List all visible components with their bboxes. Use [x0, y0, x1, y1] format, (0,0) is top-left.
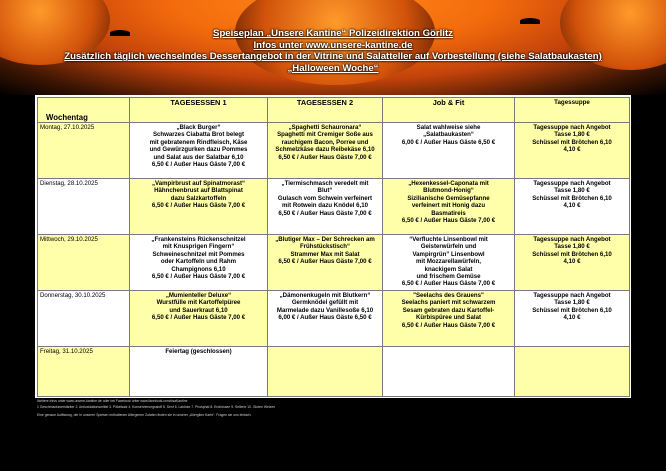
cell-line: Schüssel mit Brötchen 6,10	[532, 138, 612, 146]
menu-table	[37, 97, 630, 397]
day-cell: Freitag, 31.10.2025	[38, 347, 130, 397]
cell-line: und Salat aus der Salatbar 6,10	[153, 153, 244, 161]
cell-line: Sizilianische Gemüsepfanne	[407, 194, 490, 202]
footer-allergen-codes: 1 Geschmacksverstärker 2. Antioxidationsmittel 3. Pökelsalz 4. Konservierungsstoff 5. Senf 6. Laktose 7. Phosphat 8. Erdnüssen 9. Sellerie 10. Gluten Weizen	[37, 404, 276, 409]
cell-line: 6,50 € / Außer Haus Gäste 7,00 €	[401, 280, 496, 288]
dish1-cell	[130, 291, 268, 347]
cell-line: Kürbispüree und Salat	[415, 314, 481, 322]
cell-line: Tasse 1,80 €	[554, 131, 590, 139]
soup-cell	[515, 235, 630, 291]
cell-line: 6,50 € / Außer Haus Gäste 7,00 €	[278, 153, 372, 161]
cell-line: „Blutiger Max – Der Schrecken am	[275, 236, 375, 243]
dish2-cell	[268, 179, 383, 235]
cell-line: „Spaghetti Schauronara“	[288, 124, 362, 131]
dish2-cell	[268, 123, 383, 179]
table-row	[38, 291, 630, 347]
cell-line: 6,50 € / Außer Haus Gäste 7,00 €	[151, 273, 246, 281]
cell-line: „Black Burger“	[176, 124, 221, 131]
cell-line: Sesam gebraten dazu Kartoffel-	[402, 306, 495, 314]
cell-line: Schweineschnitzel mit Pommes	[152, 250, 245, 258]
header-fit: Job & Fit	[383, 98, 515, 123]
cell-line: Schwarzes Ciabatta Brot belegt	[152, 131, 245, 139]
cell-line: Spaghetti mit Cremiger Soße aus	[277, 131, 373, 139]
cell-line: Champignons 6,10	[171, 265, 226, 273]
cell-line: und Gewürzgurken dazu Pommes	[149, 146, 248, 154]
cell-line: Schüssel mit Brötchen 6,10	[532, 250, 612, 258]
dish2-cell	[268, 235, 383, 291]
cell-line: Feiertag (geschlossen)	[165, 348, 232, 355]
header-dish2: TAGESESSEN 2	[268, 98, 383, 123]
table-header-row	[38, 98, 630, 123]
fit-cell	[383, 347, 515, 397]
cell-line: Strammer Max mit Salat	[290, 250, 360, 258]
dish1-cell	[130, 235, 268, 291]
cell-line: 4,10 €	[563, 258, 581, 266]
cell-line: verfeinert mit Honig dazu	[411, 202, 486, 210]
title-line: Speiseplan „Unsere Kantine“ Polizeidirektion Görlitz	[213, 28, 453, 39]
footer-info: Weitere Infos unter www.unsere-kantine.de oder bei Facebook unter www.facebook.com/dsaKantine	[37, 399, 188, 403]
cell-line: „Mumienteller Deluxe“	[165, 292, 232, 299]
day-cell: Donnerstag, 30.10.2025	[38, 291, 130, 347]
cell-line: 6,50 € / Außer Haus Gäste 7,00 €	[401, 321, 496, 329]
cell-line: Schüssel mit Brötchen 6,10	[532, 194, 612, 202]
cell-line: Gulasch vom Schwein verfeinert	[277, 194, 373, 202]
title-line: Infos unter www.unsere-kantine.de	[253, 39, 413, 51]
table-row	[38, 347, 630, 397]
cell-line: und frischem Gemüse	[416, 273, 481, 281]
cell-line: Hähnchenbrust auf Blattspinat	[154, 187, 243, 195]
footer-allergen-note: Eine genaue Auflistung, der in unseren Speisen enthaltenen Allergenen Zutaten finden sie in unserer „Allergiker Karte“. Fragen sie uns einfach.	[37, 413, 252, 418]
cell-line: 6,50 € / Außer Haus Gäste 7,00 €	[401, 217, 496, 225]
table-row	[38, 179, 630, 235]
cell-line: Tagessuppe nach Angebot	[533, 236, 611, 243]
cell-line: "Seelachs des Grauens"	[413, 292, 484, 299]
cell-line: Schüssel mit Brötchen 6,10	[532, 306, 612, 314]
cell-line: mit Rotwein dazu Knödel 6,10	[282, 202, 368, 210]
cell-line: Seelachs paniert mit schwarzem	[401, 299, 496, 307]
day-cell: Montag, 27.10.2025	[38, 123, 130, 179]
cell-line: 6,00 € / Außer Haus Gäste 6,50 €	[401, 138, 496, 146]
soup-cell	[515, 291, 630, 347]
fit-cell	[383, 291, 515, 347]
cell-line: dazu Salzkartoffeln	[170, 194, 227, 202]
table-row	[38, 235, 630, 291]
cell-line: rauchigem Bacon, Porree und	[281, 138, 369, 146]
cell-line: Tagessuppe nach Angebot	[533, 292, 611, 299]
cell-line: „Hexenkessel-Caponata mit	[408, 180, 489, 187]
cell-line: Tasse 1,80 €	[554, 187, 590, 195]
cell-line: mit Mozzarellawürfeln,	[415, 258, 481, 266]
cell-line: Salat wahlweise siehe	[416, 124, 481, 131]
day-cell: Mittwoch, 29.10.2025	[38, 235, 130, 291]
title-line: „Halloween Woche“	[287, 62, 379, 74]
bat-image	[520, 18, 540, 24]
cell-line: 6,00 € / Außer Haus Gäste 6,50 €	[278, 314, 372, 322]
header-soup: Tagessuppe	[515, 98, 630, 123]
cell-line: 6,50 € / Außer Haus Gäste 7,00 €	[278, 258, 372, 266]
cell-line: 6,50 € / Außer Haus Gäste 7,00 €	[151, 161, 246, 169]
dish1-cell	[130, 179, 268, 235]
title-line: Zusätzlich täglich wechselndes Dessertangebot in der Vitrine und Salatteller auf Vorbestellung (siehe Salatbaukasten)	[64, 51, 602, 63]
cell-line: Geisterwürfeln und	[420, 243, 477, 251]
cell-line: „Dämonenkugeln mit Blutkern“	[279, 292, 371, 299]
header-weekday: Wochentag	[38, 98, 130, 123]
cell-line: Germknödel gefüllt mit	[291, 299, 359, 307]
page-title	[0, 28, 666, 74]
cell-line: Tagessuppe nach Angebot	[533, 180, 611, 187]
cell-line: 4,10 €	[563, 202, 581, 210]
cell-line: Basmatireis	[431, 209, 466, 217]
cell-line: 6,50 € / Außer Haus Gäste 7,00 €	[151, 314, 246, 322]
cell-line: „Salatbaukasten“	[423, 131, 474, 139]
day-cell: Dienstag, 28.10.2025	[38, 179, 130, 235]
cell-line: Wurstfülle mit Kartoffelpüree	[156, 299, 241, 307]
fit-cell	[383, 235, 515, 291]
fit-cell	[383, 123, 515, 179]
menu-frame	[35, 95, 631, 398]
dish1-cell	[130, 347, 268, 397]
cell-line: Blut“	[317, 187, 333, 195]
cell-line: knackigem Salat	[424, 265, 473, 273]
soup-cell	[515, 123, 630, 179]
cell-line: Frühstückstisch“	[299, 243, 351, 251]
cell-line: „Tiermischmasch veredelt mit	[281, 180, 369, 187]
cell-line: Tagessuppe nach Angebot	[533, 124, 611, 131]
cell-line: 6,50 € / Außer Haus Gäste 7,00 €	[151, 202, 246, 210]
dish2-cell	[268, 291, 383, 347]
cell-line: 4,10 €	[563, 146, 581, 154]
soup-cell	[515, 347, 630, 397]
table-row	[38, 123, 630, 179]
cell-line: Vampirgrün” Linsenbowl	[412, 250, 485, 258]
cell-line: mit Knusprigen Fingern“	[162, 243, 235, 251]
fit-cell	[383, 179, 515, 235]
dish2-cell	[268, 347, 383, 397]
header-dish1: TAGESESSEN 1	[130, 98, 268, 123]
cell-line: Marmelade dazu Vanillesoße 6,10	[276, 306, 374, 314]
cell-line: Blutmond-Honig“	[423, 187, 474, 195]
cell-line: „Vampirbrust auf Spinatmorast“	[151, 180, 246, 187]
footer	[37, 399, 637, 419]
cell-line: mit gebratenem Rindfleisch, Käse	[149, 138, 248, 146]
cell-line: oder Kartoffeln und Rahm	[160, 258, 237, 266]
cell-line: 6,50 € / Außer Haus Gäste 7,00 €	[278, 209, 372, 217]
cell-line: Tasse 1,80 €	[554, 299, 590, 307]
cell-line: Schmelzkäse dazu Reibekäse 6,10	[275, 146, 375, 154]
cell-line: 4,10 €	[563, 314, 581, 322]
dish1-cell	[130, 123, 268, 179]
cell-line: „Frankensteins Rückenschnitzel	[151, 236, 246, 243]
cell-line: Tasse 1,80 €	[554, 243, 590, 251]
cell-line: “Verfluchte Linsenbowl mit	[409, 236, 488, 243]
cell-line: und Sauerkraut 6,10	[169, 306, 228, 314]
soup-cell	[515, 179, 630, 235]
